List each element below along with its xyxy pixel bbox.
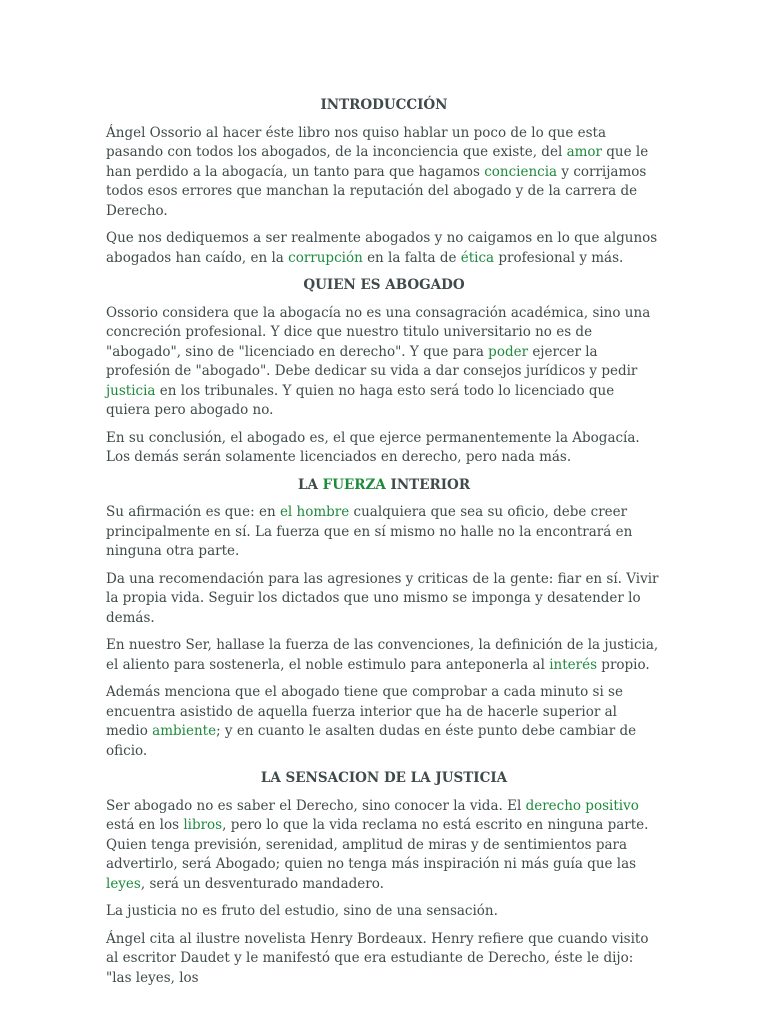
paragraph	[106, 229, 662, 268]
keyword-link[interactable]: libros	[183, 817, 223, 833]
text-run: LA SENSACION DE LA JUSTICIA	[260, 770, 508, 786]
text-run: Además menciona que el abogado tiene que comprobar a cada minuto si se encuentra asistido de aquella fuerza interior que ha de hacerle superior al medio	[106, 684, 623, 739]
paragraph	[106, 429, 662, 468]
text-run: Su afirmación es que: en	[106, 504, 280, 520]
text-run: propio.	[597, 656, 650, 673]
text-run: profesional y más.	[494, 249, 624, 266]
keyword-link[interactable]: FUERZA	[322, 476, 386, 493]
paragraph	[106, 683, 662, 761]
text-run: En nuestro Ser, hallase la fuerza de las convenciones, la definición de la justicia, el aliento para sostenerla, el noble estimulo para anteponerla al	[106, 637, 659, 673]
paragraph	[106, 636, 662, 675]
paragraph	[106, 124, 662, 222]
text-run: está en los	[106, 817, 184, 833]
text-run: LA	[297, 476, 323, 493]
paragraph	[106, 930, 662, 989]
text-run: Que nos dediquemos a ser realmente abogados y no caigamos en lo que algunos abogados han caído, en la	[106, 230, 658, 266]
section-heading	[106, 769, 662, 789]
keyword-link[interactable]: justicia	[106, 382, 156, 399]
text-run: La justicia no es fruto del estudio, sino de una sensación.	[106, 903, 498, 919]
keyword-link[interactable]: ética	[460, 249, 495, 266]
text-run: Da una recomendación para las agresiones y criticas de la gente: fiar en sí. Vivir la propia vida. Seguir los dictados que uno mismo se imponga y desatender lo demás.	[106, 570, 659, 626]
document-body	[106, 96, 662, 996]
text-run: INTERIOR	[385, 476, 471, 493]
keyword-link[interactable]: ambiente	[152, 723, 217, 739]
text-run: en los tribunales. Y quien no haga esto será todo lo licenciado que quiera pero abogado no.	[106, 382, 615, 418]
text-run: en la falta de	[362, 249, 461, 266]
text-run: Ossorio considera que la abogacía no es una consagración académica, sino una concreción profesional. Y dice que nuestro titulo universitario no es de "abogado", sino de "licenciado en derecho". Y que para	[106, 304, 651, 360]
keyword-link[interactable]: conciencia	[484, 163, 558, 180]
keyword-link[interactable]: el hombre	[279, 504, 350, 520]
keyword-link[interactable]: poder	[488, 343, 529, 360]
text-run: ; y en cuanto le asalten dudas en éste punto debe cambiar de oficio.	[106, 723, 637, 759]
section-heading	[106, 96, 662, 116]
text-run: Ángel Ossorio al hacer éste libro nos quiso hablar un poco de lo que esta pasando con todos los abogados, de la inconciencia que existe, del	[106, 124, 607, 160]
text-run: cualquiera que sea su oficio, debe creer principalmente en sí. La fuerza que en sí mismo no halle no la encontrará en ninguna otra parte.	[106, 504, 633, 559]
text-run: En su conclusión, el abogado es, el que ejerce permanentemente la Abogacía. Los demás serán solamente licenciados en derecho, pero nada más.	[106, 429, 640, 465]
text-run: , pero lo que la vida reclama no está escrito en ninguna parte. Quien tenga previsión, serenidad, amplitud de miras y de sentimientos para advertirlo, será Abogado; quien no tenga más inspiración ni más guía que las	[106, 817, 649, 872]
keyword-link[interactable]: corrupción	[288, 249, 363, 266]
paragraph	[106, 902, 662, 922]
text-run: INTRODUCCIÓN	[320, 97, 448, 113]
paragraph	[106, 304, 662, 421]
section-heading	[106, 276, 662, 296]
text-run: que le han perdido a la abogacía, un tanto para que hagamos	[106, 144, 649, 180]
section-heading	[106, 476, 662, 496]
text-run: Ser abogado no es saber el Derecho, sino conocer la vida. El	[106, 797, 526, 814]
text-run: Ángel cita al ilustre novelista Henry Bordeaux. Henry refiere que cuando visito al escritor Daudet y le manifestó que era estudiante de Derecho, éste le dijo: "las leyes, los	[106, 930, 649, 986]
text-run: y corrijamos todos esos errores que manchan la reputación del abogado y de la carrera de Derecho.	[106, 163, 647, 219]
keyword-link[interactable]: interés	[549, 656, 598, 673]
text-run: ejercer la profesión de "abogado". Debe dedicar su vida a dar consejos jurídicos y pedir	[106, 343, 638, 379]
keyword-link[interactable]: derecho positivo	[525, 797, 639, 814]
text-run: QUIEN ES ABOGADO	[303, 277, 465, 293]
keyword-link[interactable]: leyes	[106, 875, 141, 892]
paragraph	[106, 503, 662, 562]
keyword-link[interactable]: amor	[566, 144, 602, 160]
paragraph	[106, 570, 662, 629]
text-run: , será un desventurado mandadero.	[140, 875, 384, 892]
paragraph	[106, 797, 662, 895]
